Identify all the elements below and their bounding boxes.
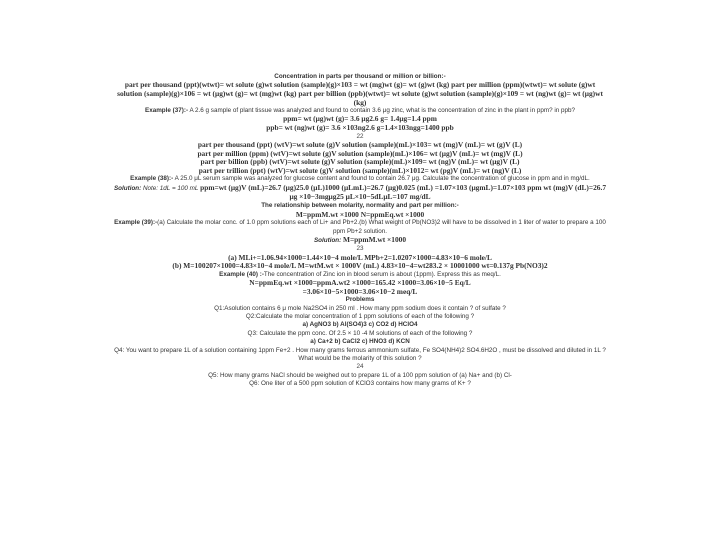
ppt-ppm-ppb-definitions: part per thousand (ppt)(wtwt)= wt solute (g)wt solution (sample)(g)×103 = wt (mg)wt (g)= wt (g)wt (kg) part per million (ppm)(wtwt)= wt solute (g)wt solution (sample)(g)×106 = wt (μg)wt (g)= wt (mg)wt (kg) part per billion (ppb)(wtwt)= wt solute (g)wt solution (sample)(g)×109 = wt (ng)wt (g)= wt (μg)wt (kg) [117, 80, 603, 107]
document-page [112, 73, 608, 388]
volume-ppt-definition: part per thousand (ppt) (wtV)=wt solute (g)V solution (sample)(mL)×103= wt (mg)V (mL)= wt (g)V (L) [197, 140, 523, 149]
example-38-note: Note: 1dL = 100 mL [143, 184, 199, 192]
example-40-text: The concentration of Zinc ion in blood serum is about (1ppm). Express this as meq/L. [263, 270, 501, 278]
example-37-ppb: ppb= wt (ng)wt (g)= 3.6 ×103ng2.6 g=1.4×103ngg=1400 ppb [266, 123, 454, 133]
question-1: Q1:Asolution contains 6 μ mole Na2SO4 in 250 ml . How many ppm sodium does it contain ? of sulfate ? [214, 304, 506, 312]
page-number-22: 22 [356, 132, 364, 140]
example-37-text: A 2.6 g sample of plant tissue was analyzed and found to contain 3.6 μg zinc, what is the concentration of zinc in the plant in ppm? in ppb? [189, 107, 575, 115]
example-39-part-b: (b) M=100207×1000=4.83×10−4 mole/L M=wtM.wt × 1000V (mL) 4.83×10−4=wt283.2 × 10001000 wt=0.137g Pb(NO3)2 [172, 261, 548, 271]
question-4: Q4: You want to prepare 1L of a solution containing 1ppm Fe+2 . How many grams ferrous ammonium sulfate, Fe SO4(NH4)2 SO4.6H2O , must be dissolved and diluted in 1L ? What would be the molarity of this solution ? [114, 346, 606, 362]
example-40-line-2: =3.06×10−5×1000=3.06×10−2 meq/L [302, 286, 418, 296]
page-number-24: 24 [356, 363, 364, 371]
question-2-options: a) AgNO3 b) Al(SO4)3 c) CO2 d) HClO4 [302, 321, 418, 329]
example-39-text: (a) Calculate the molar conc. of 1.0 ppm solutions each of Li+ and Pb+2.(b) What weight of Pb(NO3)2 will have to be dissolved in 1 liter of water to prepare a 100 ppm Pb+2 solution. [157, 219, 606, 235]
question-2: Q2:Calculate the molar concentration of 1 ppm solutions of each of the following ? [245, 313, 475, 321]
example-39 [112, 219, 608, 236]
example-37-ppm: ppm= wt (μg)wt (g)= 3.6 μg2.6 g= 1.4μg=1.4 ppm [283, 114, 437, 124]
example-38-text: A 25.0 μL serum sample was analyzed for glucose content and found to contain 26.7 μg. Calculate the concentration of glucose in ppm and in mg/dL. [174, 175, 590, 183]
example-38-label: Example (38):- [130, 175, 174, 183]
problems-heading: Problems [345, 296, 375, 304]
example-38-working: ppm=wt (μg)V (mL)=26.7 (μg)25.0 (μL)1000 (μLmL)=26.7 (μg)0.025 (mL) =1.07×103 (μgmL)=1.07×103 ppm wt (mg)V (dL)=26.7 μg ×10−3mgμg25 μL×10−5dLμL=107 mg/dL [200, 182, 607, 202]
question-3: Q3: Calculate the ppm conc. Of 2.5 × 10 -4 M solutions of each of the following ? [247, 329, 473, 337]
molarity-formula: M=ppmM.wt ×1000 N=ppmEq.wt ×1000 [295, 209, 425, 219]
example-39-label: Example (39):- [114, 219, 158, 227]
example-39-solution-formula: M=ppmM.wt ×1000 [343, 235, 407, 245]
example-40-label: Example (40) :- [219, 270, 264, 278]
volume-ppb-definition: part per billion (ppb) (wtV)=wt solute (g)V solution (sample)(mL)×109= wt (ng)V (mL)= wt (μg)V (L) [200, 157, 520, 167]
volume-ppm-definition: part per million (ppm) (wtV)=wt solute (g)V solution (sample)(mL)×106= wt (μg)V (mL)= wt (mg)V (L) [197, 148, 523, 158]
solution-label: Solution: [113, 184, 142, 192]
example-39-part-a: (a) MLi+=1.06.94×1000=1.44×10−4 mole/L MPb+2=1.0207×1000=4.83×10−6 mole/L [228, 252, 492, 262]
question-5: Q5: How many grams NaCl should be weighed out to prepare 1L of a 100 ppm solution of (a) Na+ and (b) Cl- [208, 371, 512, 379]
section-title: Concentration in parts per thousand or million or billion:- [274, 73, 446, 80]
example-39-solution [112, 236, 608, 245]
example-40-line-1: N=ppmEq.wt ×1000=ppmA.wt2 ×1000=165.42 ×1000=3.06×10−5 Eq/L [249, 278, 471, 288]
solution-label-2: Solution: [313, 237, 342, 245]
volume-pptr-definition: part per trillion (ppt) (wtV)=wt solute (g)V solution (sample)(mL)×1012= wt (pg)V (mL)= wt (ng)V (L) [198, 165, 522, 175]
example-37-label: Example (37):- [145, 107, 189, 115]
question-3-options: a) Ca+2 b) CaCl2 c) HNO3 d) KCN [310, 338, 410, 346]
example-38-solution [112, 184, 608, 203]
question-6: Q6: One liter of a 500 ppm solution of KClO3 contains how many grams of K+ ? [249, 379, 471, 387]
molarity-heading: The relationship between molarity, normality and part per million:- [261, 202, 459, 210]
page-number-23: 23 [356, 245, 364, 253]
